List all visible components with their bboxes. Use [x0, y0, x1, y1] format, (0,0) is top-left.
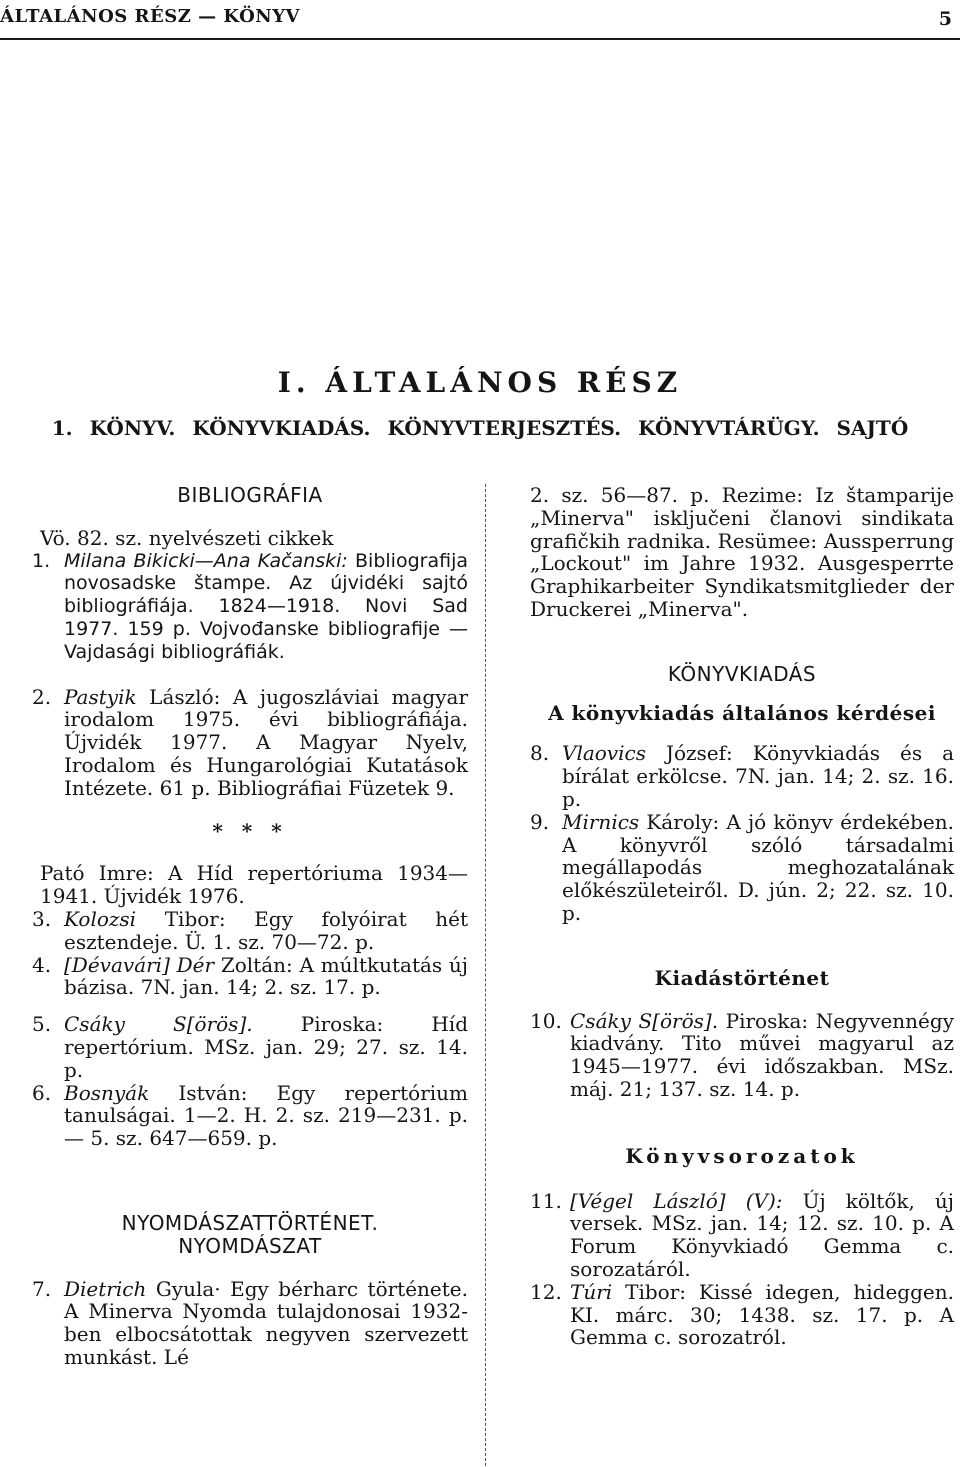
part-title: I. ÁLTALÁNOS RÉSZ — [277, 366, 683, 399]
section-title: 1. KÖNYV. KÖNYVKIADÁS. KÖNYVTERJESZTÉS. KÖNYVTÁRÜGY. SAJTÓ — [51, 416, 909, 440]
entry-author: Milana Bikicki—Ana Kačanski: — [64, 549, 348, 572]
entry-text: Gyula· Egy bérharc története. A Minerva Nyomda tulajdonosai 1932-ben elbocsátottak negyven szervezett munkást. Lé — [64, 1276, 468, 1369]
book-series-heading: Könyvsorozatok — [625, 1143, 859, 1168]
entry-author: Bosnyák — [64, 1080, 150, 1105]
entry-4 — [32, 954, 468, 1000]
entry-text: Tibor: Kissé idegen, hideggen. KI. márc. 30; 1438. sz. 17. p. A Gemma c. sorozatról. — [570, 1279, 954, 1350]
printing-history-heading: NYOMDÁSZATTÖRTÉNET. — [121, 1210, 379, 1235]
entry-number: 11. — [530, 1188, 562, 1213]
entry-author: [Dévavári] Dér — [64, 952, 215, 977]
running-header — [0, 2, 960, 40]
entry-number: 10. — [530, 1008, 562, 1033]
entry-number: 3. — [32, 906, 52, 931]
publishing-heading: KÖNYVKIADÁS — [667, 661, 817, 686]
entry-1 — [32, 550, 468, 664]
entry-text: Károly: A jó könyv érdekében. A könyvről szóló társadalmi megállapodás meghozatalának előkészületeiről. D. jún. 2; 22. sz. 10. p. — [562, 809, 954, 925]
entry-number: 9. — [530, 809, 550, 834]
right-column — [530, 480, 954, 1349]
entry-text: Piroska: Híd repertórium. MSz. jan. 29; 27. sz. 14. p. — [64, 1012, 468, 1082]
entry-number: 1. — [32, 549, 51, 572]
entry-text: Zoltán: A múltkutatás új bázisa. 7N. jan. 14; 2. sz. 17. p. — [64, 952, 468, 1000]
entry-12 — [530, 1281, 954, 1349]
entry-author: Mirnics — [562, 809, 640, 834]
publishing-history-heading: Kiadástörténet — [654, 965, 830, 990]
bibliography-heading: BIBLIOGRÁFIA — [177, 483, 323, 507]
entry-7-continuation: 2. sz. 56—87. p. Rezime: Iz štamparije „Minerva" isključeni članovi sindikata grafičkih radnika. Resümee: Aussperrung „Lockout" im Jahre 1932. Ausgesperrte Graphikarbeiter Syndikatsmitglieder der Druckerei „Minerva". — [530, 483, 954, 621]
entry-number: 6. — [32, 1080, 52, 1105]
entry-text: István: Egy repertórium tanulságai. 1—2. H. 2. sz. 219—231. p. — 5. sz. 647—659. p. — [64, 1080, 468, 1151]
entry-text: Bibliografija novosadske štampe. Az újvidéki sajtó bibliográfiája. 1824—1918. Novi Sad 1977. 159 p. Vojvođanske bibliografije — Vajdasági bibliográfiák. — [64, 549, 468, 663]
entry-number: 12. — [530, 1279, 562, 1304]
entry-text: József: Könyvkiadás és a bírálat erkölcse. 7N. jan. 14; 2. sz. 16. p. — [562, 741, 954, 811]
entry-8 — [530, 742, 954, 810]
entry-number: 7. — [32, 1276, 52, 1301]
entry-number: 5. — [32, 1012, 52, 1037]
entry-author: [Végel László] (V): — [570, 1188, 783, 1213]
entry-9 — [530, 811, 954, 925]
entry-3 — [32, 908, 468, 954]
printing-heading: NYOMDÁSZAT — [178, 1233, 322, 1258]
entry-author: Dietrich — [64, 1276, 147, 1301]
publishing-general-heading: A könyvkiadás általános kérdései — [548, 700, 936, 725]
entry-7 — [32, 1278, 468, 1369]
entry-6 — [32, 1082, 468, 1150]
entry-11 — [530, 1190, 954, 1281]
entry-text: László: A jugoszláviai magyar irodalom 1975. évi bibliográfiája. Újvidék 1977. A Magyar Nyelv, Irodalom és Hungarológiai Kutatások Intézete. 61 p. Bibliográfiai Füzetek 9. — [64, 684, 468, 800]
entry-5 — [32, 1013, 468, 1081]
entry-number: 4. — [32, 952, 52, 977]
entry-author: Vlaovics — [562, 741, 646, 766]
entry-number: 8. — [530, 741, 550, 766]
column-divider — [485, 484, 486, 1466]
entry-2 — [32, 686, 468, 800]
entry-text: Tibor: Egy folyóirat hét esztendeje. Ü. 1. sz. 70—72. p. — [64, 906, 468, 954]
entry-author: Pastyik — [64, 684, 137, 709]
entry-author: Kolozsi — [64, 906, 137, 931]
page-number: 5 — [938, 8, 952, 30]
running-head: ÁLTALÁNOS RÉSZ — KÖNYV — [0, 6, 301, 27]
entry-author: Csáky S[örös]. — [64, 1012, 253, 1037]
entry-10 — [530, 1010, 954, 1101]
entry-text: Piroska: Negyvennégy kiadvány. Tito művei magyarul az 1945—1977. évi időszakban. MSz. máj. 21; 137. sz. 14. p. — [570, 1008, 954, 1101]
separator-stars: * * * — [212, 818, 288, 843]
see-also-note: Vö. 82. sz. nyelvészeti cikkek — [40, 525, 334, 550]
entry-author: Csáky S[örös]. — [570, 1008, 719, 1033]
entry-author: Túri — [570, 1279, 613, 1304]
entry-text: Új költők, új versek. MSz. jan. 14; 12. sz. 10. p. A Forum Könyvkiadó Gemma c. sorozatáról. — [570, 1188, 955, 1281]
left-column — [32, 480, 468, 1369]
pato-note: Pató Imre: A Híd repertóriuma 1934—1941. Újvidék 1976. — [40, 861, 468, 909]
entry-number: 2. — [32, 684, 52, 709]
